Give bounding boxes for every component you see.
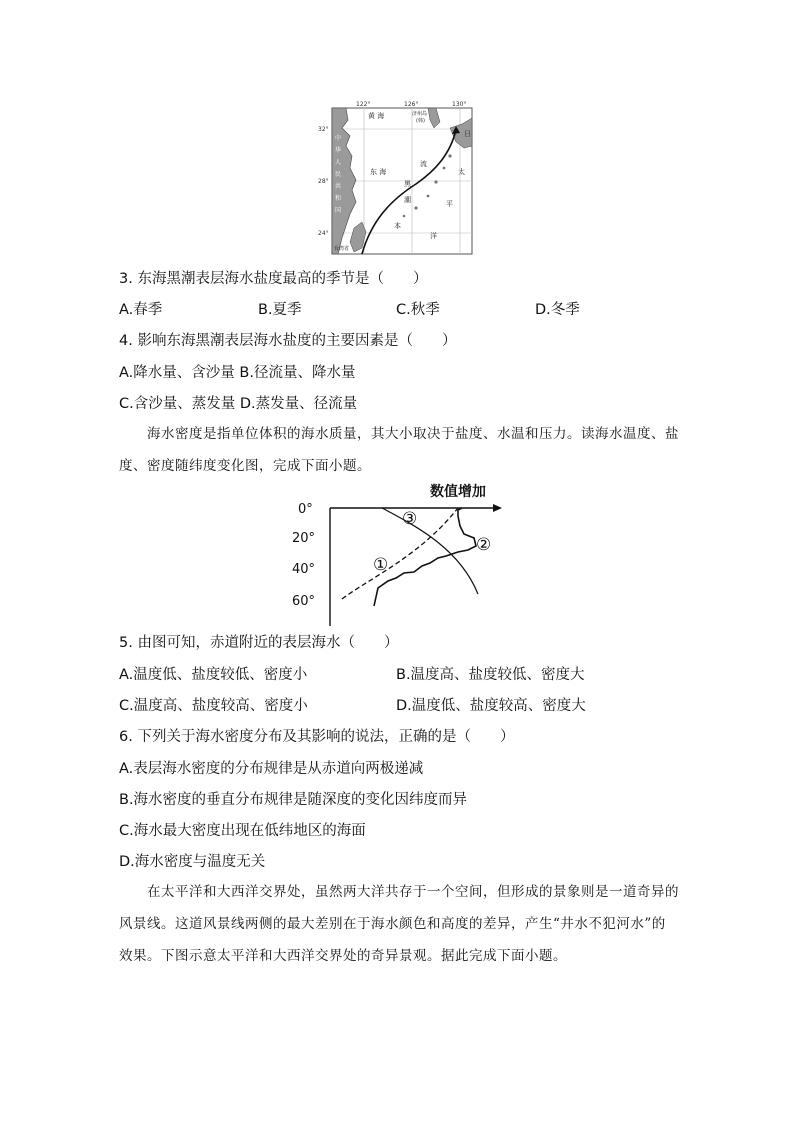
lat-tick-28: 28°	[318, 178, 329, 185]
q5-option-b[interactable]: B.温度高、盐度较低、密度大	[396, 667, 585, 683]
q5-option-a[interactable]: A.温度低、盐度较低、密度小	[119, 667, 308, 683]
curve-label-2: ②	[476, 535, 492, 555]
intro-ocean-boundary-text: 在太平洋和大西洋交界处，虽然两大洋共存于一个空间，但形成的景象则是一道奇异的风景线。这道风景线两侧的最大差别在于海水颜色和高度的差异，产生“井水不犯河水”的效果。下图示意太平洋和大西洋交界处的奇异景观。据此完成下面小题。	[119, 884, 679, 964]
curve-2-wavy	[374, 508, 476, 606]
q3-stem: 3. 东海黑潮表层海水盐度最高的季节是（ ）	[119, 271, 428, 287]
curve-1-dashed	[342, 508, 458, 599]
q5-stem: 5. 由图可知，赤道附近的表层海水（ ）	[119, 635, 399, 651]
intro-density	[119, 418, 679, 482]
latitude-variation-graph	[290, 478, 510, 628]
lat-label-0: 0°	[298, 502, 313, 517]
label-china-7: 国	[335, 207, 342, 214]
q3-option-c[interactable]: C.秋季	[396, 302, 440, 318]
q6-option-a[interactable]: A.表层海水密度的分布规律是从赤道向两极递减	[119, 761, 424, 777]
lat-label-60: 60°	[292, 594, 316, 609]
label-east-sea: 东 海	[370, 168, 387, 176]
lat-label-40: 40°	[292, 562, 316, 577]
label-jeju: 济州岛	[412, 111, 428, 117]
q6-option-c[interactable]: C.海水最大密度出现在低纬地区的海面	[119, 823, 366, 839]
q5-option-d[interactable]: D.温度低、盐度较高、密度大	[396, 698, 586, 714]
axis-label: 数值增加	[430, 484, 486, 500]
label-taiwan: 台湾省	[334, 246, 350, 252]
q3-option-b[interactable]: B.夏季	[258, 302, 302, 318]
label-kuroshio-2: 潮	[404, 196, 411, 204]
label-pacific-1: 太	[458, 168, 465, 176]
q4-stem: 4. 影响东海黑潮表层海水盐度的主要因素是（ ）	[119, 333, 457, 349]
label-pacific-3: 洋	[430, 232, 437, 240]
lat-tick-32: 32°	[318, 126, 329, 133]
label-korea: (韩)	[416, 118, 425, 124]
q3-option-d[interactable]: D.冬季	[535, 302, 580, 318]
intro-density-text: 海水密度是指单位体积的海水质量，其大小取决于盐度、水温和压力。读海水温度、盐度、密度随纬度变化图，完成下面小题。	[119, 426, 679, 474]
label-pacific-2: 平	[446, 200, 453, 208]
label-kuroshio-1: 黑	[404, 180, 411, 188]
lon-tick-126: 126°	[404, 101, 419, 108]
label-current: 流	[420, 160, 427, 168]
q6-stem: 6. 下列关于海水密度分布及其影响的说法，正确的是（ ）	[119, 729, 515, 745]
q4-options-row1[interactable]: A.降水量、含沙量 B.径流量、降水量	[119, 365, 356, 381]
curve-label-3: ③	[402, 509, 418, 529]
label-ben: 本	[394, 222, 401, 230]
label-china-3: 人	[335, 159, 342, 166]
q3-option-a[interactable]: A.春季	[119, 302, 163, 318]
east-china-sea-map	[316, 98, 476, 258]
label-yellow-sea: 黄 海	[368, 112, 385, 120]
lon-tick-122: 122°	[356, 101, 371, 108]
lon-tick-130: 130°	[452, 101, 467, 108]
label-china-5: 共	[335, 183, 342, 190]
label-japan: 日	[464, 130, 471, 138]
intro-ocean-boundary	[119, 876, 679, 972]
lat-tick-24: 24°	[318, 230, 329, 237]
q5-option-c[interactable]: C.温度高、盐度较高、密度小	[119, 698, 308, 714]
label-china-1: 中	[335, 135, 342, 142]
label-china-2: 华	[335, 147, 342, 154]
curve-label-1: ①	[373, 555, 389, 575]
lat-label-20: 20°	[292, 531, 316, 546]
label-china-4: 民	[335, 171, 342, 178]
q6-option-d[interactable]: D.海水密度与温度无关	[119, 854, 266, 870]
label-china-6: 和	[335, 195, 342, 202]
q4-options-row2[interactable]: C.含沙量、蒸发量 D.蒸发量、径流量	[119, 396, 358, 412]
q6-option-b[interactable]: B.海水密度的垂直分布规律是随深度的变化因纬度而异	[119, 792, 468, 808]
